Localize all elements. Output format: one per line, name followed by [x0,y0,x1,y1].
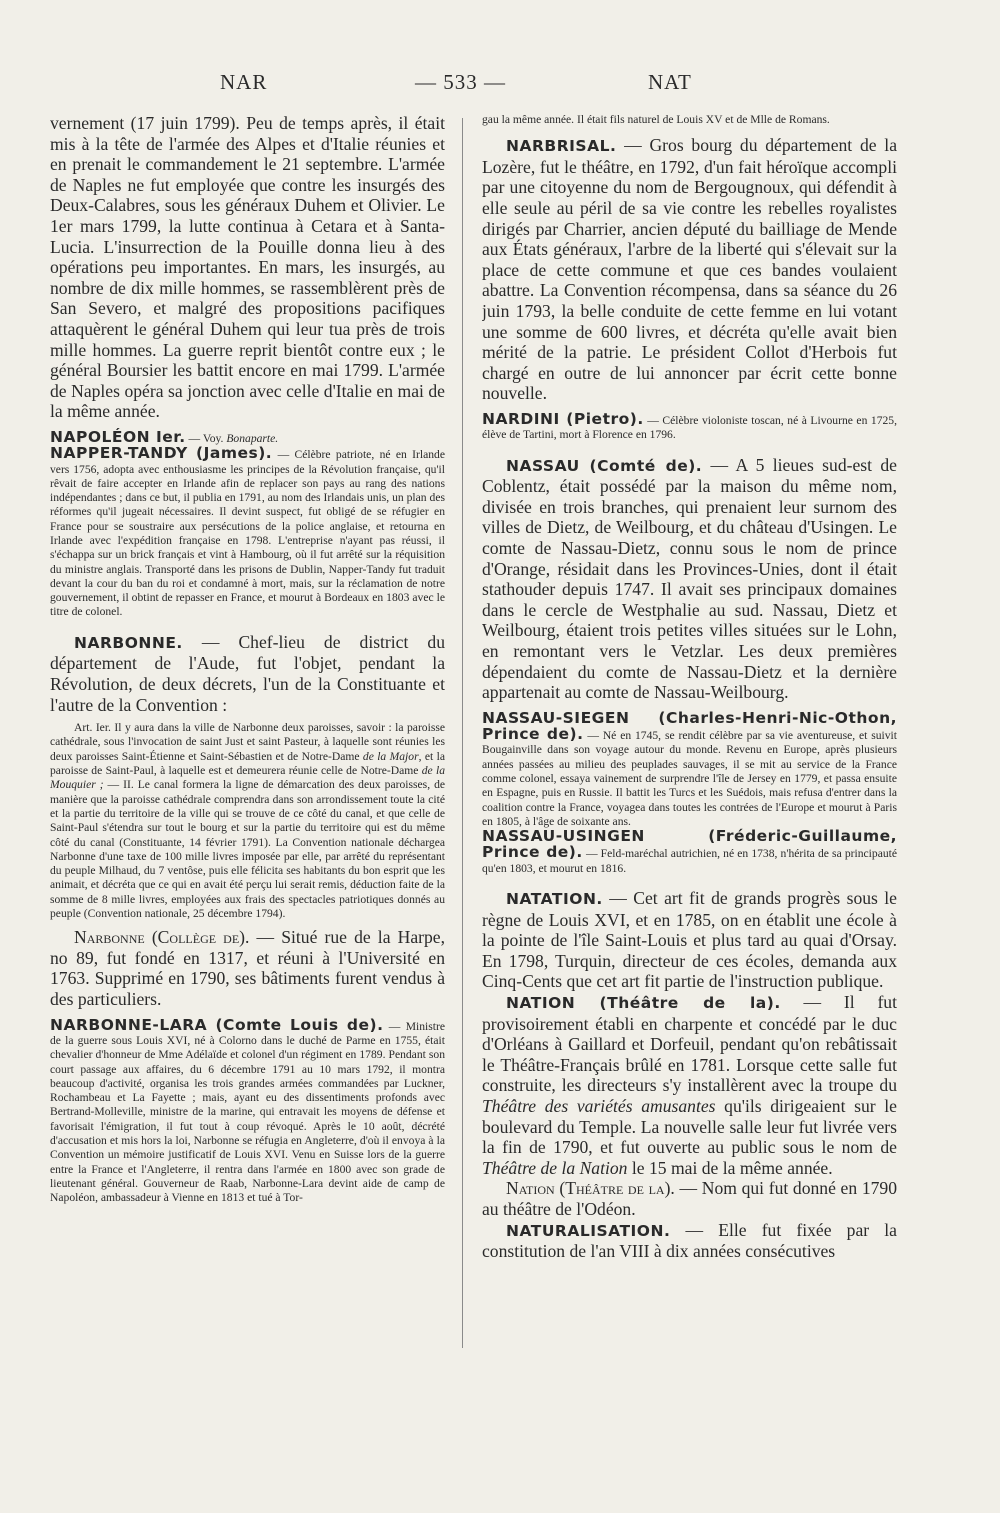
entry-narbrisal [482,135,897,404]
entry-nassau-siegen-head: NASSAU-SIEGEN (Charles-Henri-Nic-Othon, Prince de). [482,708,897,744]
running-head [60,70,910,104]
entry-naturalisation-text: — Elle fut fixée par la constitution de l'an VIII à dix années consécutives [482,1219,897,1262]
entry-naturalisation [482,1220,897,1262]
entry-napoleon-ref: Bonaparte. [226,431,279,445]
entry-narbonne-college-head: Narbonne (Collège de). [74,927,250,948]
entry-narbonne-college-text: — Situé rue de la Harpe, no 89, fut fondé en 1317, et réuni à l'Université en 1763. Supprimé en 1790, ses bâtiments furent vendus à des particuliers. [50,927,445,1010]
narbonne-decree-a: Art. Ier. Il y aura dans la ville de Narbonne deux paroisses, savoir : la paroisse cathédrale, sous l'invocation de saint Just et saint Pasteur, à laquelle sont réunies les deux paroisses Saint-Étienne et Saint-Sébastien et de Notre-Dame [50,721,445,763]
narbonne-decree-italic-1: de la Major [362,749,419,763]
entry-napper-tandy-text: — Célèbre patriote, né en Irlande vers 1756, adopta avec enthousiasme les principes de la Révolution française, qu'il rêvait de faire accepter en Irlande afin de replacer son pays au rang des nations indépendantes ; dans ce but, il publia en 1791, au nom des Irlandais unis, un plan des réformes qu'il jugeait nécessaires. Il devint suspect, fut obligé de se réfugier en France pour se soustraire aux persécutions de la police anglaise, et retourna en Irlande avec l'expédition française en 1798. L'entreprise n'ayant pas réussi, il s'échappa sur un brick français et vint à Hambourg, où il fut arrêté sur la réquisition du ministre anglais. Transporté dans les prisons de Dublin, Napper-Tandy fut traduit devant la cour du ban du roi et condamné à mort, mais, sur la réclamation de notre gouvernement, il obtint de repasser en France, et mourut à Bordeaux en 1803 avec le titre de colonel. [50,448,445,619]
narbonne-decree-c: — II. Le canal formera la ligne de démarcation des deux paroisses, de manière que la paroisse cathédrale comprendra dans son arrondissement toute la cité et la partie du territoire de la ville qui se trouve de ce côté du canal, et que celle de Saint-Paul s'étendra sur tout le bourg et sur la partie du territoire qui est du même côté du canal (Constituante, 14 février 1791). La Convention nationale déchargea Narbonne d'une taxe de 100 mille livres imposée par elle, par arrêté du représentant du peuple Milhaud, du 7 ventôse, puis elle félicita ses habitants du bon esprit que les animait, et décréta que ce qui en avait été perçu lui serait remis, déduction faite de la somme de 8 mille livres, employées aux frais des spectacles patriotiques donnés au peuple (Convention nationale, 25 décembre 1794). [50,778,445,920]
page-number: — 533 — [415,70,506,94]
entry-nation-odeon-head: Nation (Théâtre de la). [506,1178,675,1199]
entry-nation-theatre-text-b: qu'ils dirigeaient sur le boulevard du Temple. La nouvelle salle leur fut livrée vers la fin de 1790, et fut ouverte au public sous le nom de [482,1095,897,1158]
entry-nation-theatre-italic-2: Théâtre de la Nation [482,1157,628,1178]
entry-narbonne-lara-head: NARBONNE-LARA (Comte Louis de). [50,1015,384,1034]
entry-narbonne [50,632,445,715]
entry-nation-theatre-head: NATION (Théâtre de la). [506,993,781,1012]
entry-narbonne-text: — Chef-lieu de district du département de l'Aude, fut l'objet, pendant la Révolution, de deux décrets, l'un de la Constituante et l'autre de la Convention : [50,631,445,715]
entry-nation-theatre-text-c: le 15 mai de la même année. [627,1157,833,1178]
entry-nation-odeon [482,1178,897,1219]
entry-nation-theatre-text-a: — Il fut provisoirement établi en charpente et concédé par le duc d'Orléans à Gaillard et Dorfeuil, pendant qu'on rebâtissait le Théâtre-Français brûlé en 1781. Lorsque cette salle fut construite, les directeurs s'y installèrent avec la troupe du [482,991,897,1096]
entry-nardini-text: — Célèbre violoniste toscan, né à Livourne en 1725, élève de Tartini, mort à Florence en 1796. [482,414,897,442]
left-column [50,113,445,1373]
entry-nassau-text: — A 5 lieues sud-est de Coblentz, était possédé par la maison du même nom, divisée en trois branches, qui prenaient leur surnom des villes de Dietz, de Weilbourg, et du château d'Usingen. Le comte de Nassau-Dietz, connu sous le nom de prince d'Orange, résidait dans les Provinces-Unies, dont il était stathouder depuis 1747. Il avait ses principaux domaines dans le cercle de Westphalie au sud. Nassau, Dietz et Weilbourg, étaient trois petites villes situées sur le Lohn, en remontant vers le Vetzlar. Les deux premières dépendaient du comte de Nassau-Dietz et la dernière appartenait au comte de Nassau-Weilbourg. [482,454,897,703]
entry-natation-head: NATATION. [506,890,603,908]
entry-nassau-siegen [482,708,897,829]
entry-nation-theatre [482,992,897,1178]
entry-nassau-usingen-text: — Feld-maréchal autrichien, né en 1738, n'hérita de sa principauté qu'en 1803, et mourut en 1816. [482,847,897,875]
entry-natation [482,888,897,992]
narbonne-decree [50,721,445,921]
entry-napoleon-voy: — Voy. [188,431,224,445]
entry-narbonne-head: NARBONNE. [74,633,183,652]
entry-nassau-head: NASSAU (Comté de). [506,456,703,475]
narbonne-decree-italic-2: de la Mouquier ; [50,764,445,792]
entry-napper-tandy [50,446,445,620]
entry-nassau-usingen-head: NASSAU-USINGEN (Fréderic-Guillaume, Prince de). [482,827,897,862]
column-divider [462,118,463,1348]
entry-nardini [482,412,897,443]
running-head-left: NAR [220,70,268,94]
entry-nassau-usingen [482,829,897,876]
naples-army-continuation: vernement (17 juin 1799). Peu de temps après, il était mis à la tête de l'armée des Alpes et d'Italie réunies et en prenait le commandement le 21 septembre. L'armée de Naples ne fut employée que contre les insurgés des Deux-Calabres, sous les généraux Duhem et Olivier. Le 1er mars 1799, la lutte continua à Cetara et à Santa-Lucia. L'insurrection de la Pouille donna lieu à des opérations peu importantes. En mars, les insurgés, au nombre de dix mille hommes, se rassemblèrent près de San Severo, et malgré des propositions pacifiques attaquèrent le général Duhem qui leur tua près de trois mille hommes. La guerre reprit bientôt contre eux ; le général Boursier les battit encore en mai 1799. L'armée de Naples opéra sa jonction avec celle d'Italie en mai de la même année. [50,113,445,422]
entry-nardini-head: NARDINI (Pietro). [482,410,644,429]
narbonne-lara-continuation: gau la même année. Il était fils naturel de Louis XV et de Mlle de Romans. [482,113,830,126]
entry-nassau-siegen-text: — Né en 1745, se rendit célèbre par sa vie aventureuse, et suivit Bougainville dans son voyage autour du monde. Revenu en Europe, après plusieurs années passées au milieu des peuplades sauvages, il se mit au service de la France comme colonel, essaya vainement de surprendre l'île de Jersey en 1779, et passa ensuite en Espagne, puis en Russie. Il battit les Turcs et les Suédois, mais refusa d'entrer dans la coalition contre la France, voyagea dans toutes les contrées de l'Europe et mourut à Paris en 1805, à l'âge de soixante ans. [482,729,897,828]
entry-nassau [482,455,897,703]
entry-nation-odeon-text: — Nom qui fut donné en 1790 au théâtre de l'Odéon. [482,1178,897,1219]
right-column [482,113,897,1373]
entry-naturalisation-head: NATURALISATION. [506,1221,671,1240]
entry-narbonne-lara [50,1015,445,1206]
entry-napper-tandy-head: NAPPER-TANDY (James). [50,444,273,463]
entry-narbrisal-head: NARBRISAL. [506,137,617,156]
entry-narbonne-college [50,927,445,1009]
entry-nation-theatre-italic-1: Théâtre des variétés amusantes [482,1095,716,1116]
entry-napoleon-head: NAPOLÉON Ier. [50,427,186,446]
entry-narbrisal-text: — Gros bourg du département de la Lozère, fut le théâtre, en 1792, d'un fait héroïque accompli par une citoyenne du nom de Bergougnoux, qui défendit à elle seule au péril de sa vie contre les rebelles royalistes dirigés par Charrier, ancien député du bailliage de Mende aux États généraux, l'arbre de la liberté qui s'élevait sur la place de cette commune et que ces bandes voulaient abattre. La Convention récompensa, dans sa séance du 26 juin 1793, la belle conduite de cette femme en lui votant une somme de 600 livres, et décréta qu'elle avait bien mérité de la patrie. Le président Collot d'Herbois fut chargé en outre de lui annoncer par écrit cette bonne nouvelle. [482,135,897,404]
entry-natation-text: — Cet art fit de grands progrès sous le règne de Louis XVI, et en 1785, on en établit une école à la pointe de l'île Saint-Louis et plus tard au quai d'Orsay. En 1798, Turquin, directeur de ces écoles, demanda aux Cinq-Cents que cet art fit partie de l'instruction publique. [482,888,897,992]
entry-narbonne-lara-text: — Ministre de la guerre sous Louis XVI, né à Colorno dans le duché de Parme en 1755, était chevalier d'honneur de Mme Adélaïde et colonel d'un régiment en 1789. Pendant son court passage aux affaires, du 6 décembre 1791 au 10 mars 1792, il montra beaucoup d'activité, organisa les trois grandes armées commandées par Luckner, Rochambeau et La Fayette ; mais, ayant eu des dissentiments profonds avec Bertrand-Molleville, ministre de la marine, qui entravait les moyens de défense et favorisait l'émigration, il fut tout à coup révoqué. Après le 10 août, décrété d'accusation et mis hors la loi, Narbonne se réfugia en Angleterre, d'où il envoya à la Convention un mémoire justificatif de Louis XVI. Venu en Suisse lors de la guerre entre la France et l'Angleterre, il rentra dans l'armée en 1800 avec son grade de lieutenant général. Gouverneur de Raab, Narbonne-Lara devint aide de camp de Napoléon, ambassadeur à Vienne en 1813 et tué à Tor- [50,1019,445,1205]
running-head-right: NAT [648,70,692,94]
narbonne-decree-b: , et la paroisse de Saint-Paul, à laquelle est et demeurera réunie celle de Notre-Dame [50,749,445,778]
